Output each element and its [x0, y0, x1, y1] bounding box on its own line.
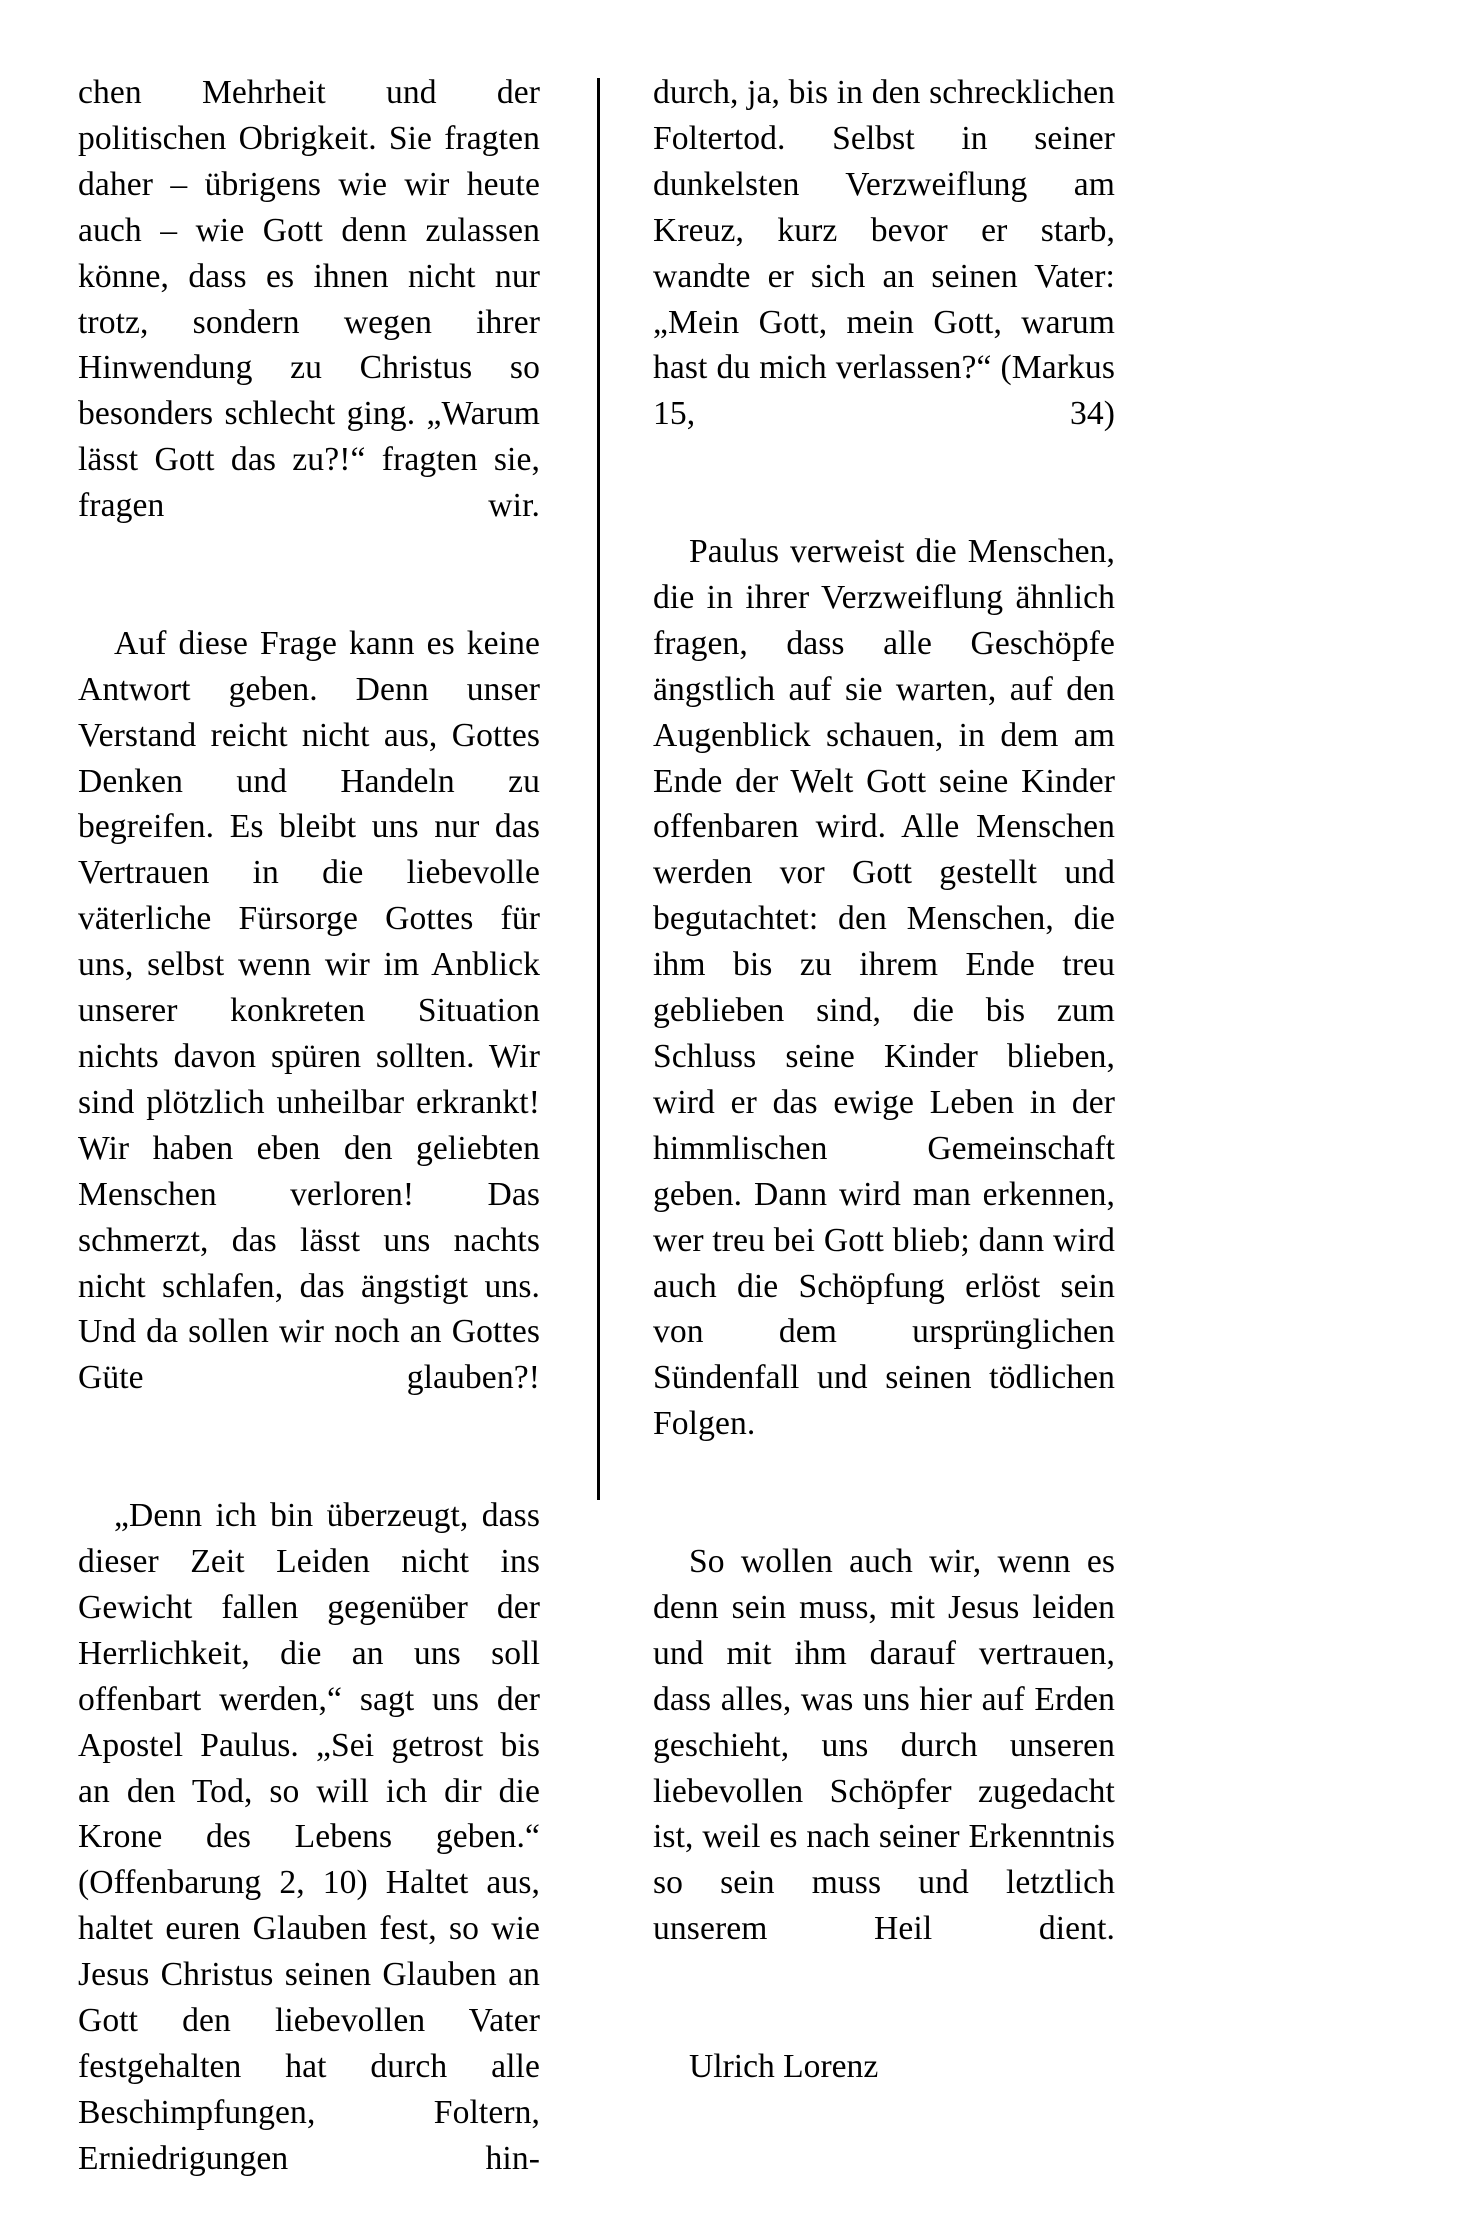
paragraph-denn-ich-bin-ueberzeugt: „Denn ich bin überzeugt, dass dieser Zeit Leiden nicht ins Gewicht fallen gegenüber der Herrlichkeit, die an uns soll offenbart werden,“ sagt uns der Apostel Paulus. „Sei getrost bis an den Tod, so will ich dir die Krone des Lebens geben.“ (Offenbarung 2, 10) Haltet aus, haltet euren Glauben fest, so wie Jesus Christus seinen Glauben an Gott den liebevollen Vater festgehalten hat durch alle Beschimpfungen, Foltern, Erniedrigungen hin- — [78, 1497, 540, 2177]
paragraph-auf-diese-frage: Auf diese Frage kann es keine Antwort geben. Denn unser Verstand reicht nicht aus, Gottes Denken und Handeln zu begreifen. Es bleibt uns nur das Vertrauen in die liebevolle väterliche Fürsorge Gottes für uns, selbst wenn wir im Anblick unserer konkreten Situation nichts davon spüren sollten. Wir sind plötzlich unheilbar erkrankt! Wir haben eben den geliebten Menschen verloren! Das schmerzt, das lässt uns nachts nicht schlafen, das ängstigt uns. Und da sollen wir noch an Gottes Güte glauben?! — [78, 624, 540, 1397]
paragraph-paulus-verweist: Paulus verweist die Menschen, die in ihrer Verzweiflung ähnlich fragen, dass alle Geschöpfe ängstlich auf sie warten, auf den Augenblick schauen, in dem am Ende der Welt Gott seine Kinder offenbaren wird. Alle Menschen werden vor Gott gestellt und begutachtet: den Menschen, die ihm bis zu ihrem Ende treu geblieben sind, die bis zum Schluss seine Kinder blieben, wird er das ewige Leben in der himmlischen Gemeinschaft geben. Dann wird man erkennen, wer treu bei Gott blieb; dann wird auch die Schöpfung erlöst sein von dem ursprünglichen Sündenfall und seinen tödlichen Folgen. — [653, 533, 1115, 1443]
paragraph-durch-ja-bis: durch, ja, bis in den schrecklichen Foltertod. Selbst in seiner dunkelsten Verzweiflung am Kreuz, kurz bevor er starb, wandte er sich an seinen Vater: „Mein Gott, mein Gott, warum hast du mich verlassen?“ (Markus 15, 34) — [653, 74, 1115, 433]
right-text-column — [653, 70, 1115, 2090]
left-text-column — [78, 70, 540, 2228]
two-column-text-block — [78, 70, 1383, 2177]
column-divider-rule — [597, 78, 600, 1500]
author-signature: Ulrich Lorenz — [689, 2047, 879, 2085]
paragraph-so-wollen-auch-wir: So wollen auch wir, wenn es denn sein muss, mit Jesus leiden und mit ihm darauf vertrauen, dass alles, was uns hier auf Erden geschieht, uns durch unseren liebevollen Schöpfer zugedacht ist, weil es nach seiner Erkenntnis so sein muss und letztlich unserem Heil dient. — [653, 1542, 1115, 1948]
paragraph-continuation: chen Mehrheit und der politischen Obrigkeit. Sie fragten daher – übrigens wie wir heute auch – wie Gott denn zulassen könne, dass es ihnen nicht nur trotz, sondern wegen ihrer Hinwendung zu Christus so besonders schlecht ging. „Warum lässt Gott das zu?!“ fragten sie, fragen wir. — [78, 74, 540, 525]
